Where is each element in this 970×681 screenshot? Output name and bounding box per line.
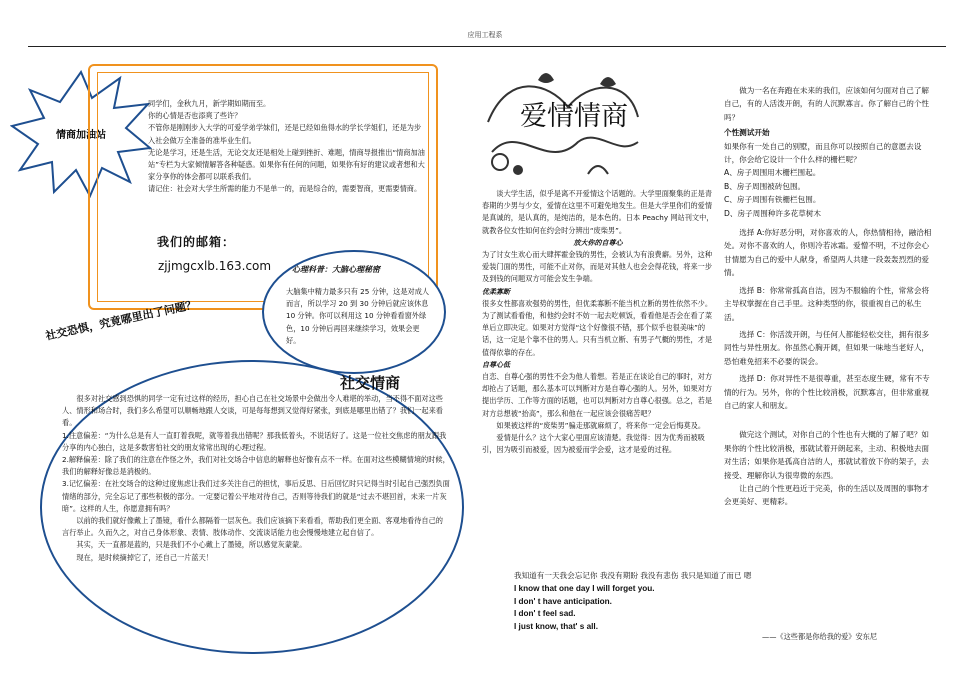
signature: ——《这些都是你给我的爱》安东尼 <box>762 632 878 641</box>
social-question-heading: 社交恐惧，究竟哪里出了问题？ <box>44 297 198 343</box>
test-option: C、房子周围有铁栅栏包围。 <box>724 195 821 205</box>
love-intro: 谈大学生活，似乎是离不开爱情这个话题的。大学里面聚集的正是青春期的少男与少女，爱情在这里不可避免地发生。但是大学里你们的爱情是真诚的，是认真的，是纯洁的，是本色的。日本 Peachy 网站刊文中，就教各位女性如何在约会时分辨出“废柴男”。 <box>482 189 714 235</box>
test-option: D、房子周围种许多花草树木 <box>724 208 821 218</box>
psych-title: 心理科普：大脑心理秘密 <box>292 265 380 274</box>
intro-line: 请记住：社会对大学生所需的能力不是单一的，而是综合的，需要智商，更需要情商。 <box>148 184 422 194</box>
test-option: A、房子周围用木栅栏围起。 <box>724 168 821 178</box>
love-paragraph: 为了讨女生欢心而大肆挥霍金钱的男性，会被认为有浪费癖。另外，这种爱装门面的男性，可能不止对你，而是对其他人也会会得花钱，将来一步及到钱的问题双方可能会发生争端。 <box>482 250 713 284</box>
test-closing: 做完这个测试，对你自己的个性也有大概的了解了吧？如果你的个性比较消极，那就试着开朗起来，主动、积极地去面对生活；如果你是孤高自洁的人，那就试着放下你的架子，去接受、理解你认为很卑微的东西。 <box>724 430 930 480</box>
love-paragraph: 如果被这样的“废柴男”骗走那就麻烦了，将来你一定会后悔莫及。 <box>496 420 706 430</box>
email-link[interactable]: zjjmgcxlb.163.com <box>158 259 272 273</box>
lyric-line: I don' t feel sad. <box>514 609 576 619</box>
test-answer: 选择 D：你对异性不是很尊重，甚至态度生硬，常有不专情的行为。另外，你的个性比较消极，沉默寡言，但非常重视自己的家人和朋友。 <box>724 374 930 410</box>
lyric-line: I just know, that' s all. <box>514 622 598 632</box>
test-answer: 选择 C：你活泼开朗，与任何人都能轻松交往，拥有很多同性与异性朋友。你虽然心胸开阔，但如果一味地当老好人，恐怕难免招来不必要的误会。 <box>724 329 930 366</box>
social-paragraph: 其实，天一直都是蓝的，只是我们不小心戴上了墨镜，所以感觉灰蒙蒙。 <box>76 540 307 550</box>
intro-line: 无论是学习，还是生活，无论交友还是相处上碰到挫折、难题，情商导报推出“情商加油站”专栏为大家倾情解答各种疑惑。如果你有任何的问题，如果你有好的建议或者想和大家分享你的体会都可以联系我们。 <box>148 147 425 182</box>
intro-line: 你的心情是否也添爽了些许？ <box>148 111 242 121</box>
social-paragraph: 3.记忆偏差：在社交场合的这种过度焦虑让我们过多关注自己的担忧，事后反思、日后回忆时只记得当时引起自己强烈负面情绪的部分，完全忘记了那些积极的部分。一定要记着公平地对待自己，否则等待我们的就是“过去不堪回首，未来一片灰暗”。这样的人生，你愿意拥有吗？ <box>62 479 450 513</box>
love-article <box>482 188 714 456</box>
song-lyrics <box>514 570 774 634</box>
test-closing: 让自己的个性更趋近于完美，你的生活以及周围的事物才会更美好、更精彩。 <box>724 483 930 507</box>
psych-text: 大脑集中精力最多只有 25 分钟，这是对成人而言，所以学习 20 到 30 分钟后就应该休息 10 分钟。你可以利用这 10 分钟看看窗外绿色，10 分钟后再回来继续学习，效果会更好。 <box>286 287 430 345</box>
lyric-line: I know that one day I will forget you. <box>514 583 655 593</box>
right-intro: 做为一名在奔跑在未来的我们，应该如何匀面对自己了解自己，有的人活泼开朗，有的人沉默寡言。你了解自己的个性吗？ <box>724 86 930 122</box>
intro-text <box>148 98 428 196</box>
social-paragraph: 很多对社交感到恐惧的同学一定有过这样的经历，担心自己在社交场景中会做出令人难堪的举动，当不得不面对这些人、情形和场合时，我们多么希望可以顺畅地跟人交谈，可是每每想到又觉得好紧张，到底是哪里出错了？我们一起来看看。 <box>62 394 443 428</box>
social-paragraph: 2.解释偏差：除了我们的注意在作怪之外，我们对社交场合中信息的解释也好像有点不一样。在面对这些模糊情境的时候，我们的解释好像总是消极的。 <box>62 455 450 477</box>
social-paragraph: 现在，是时候摘掉它了，还自己一片蓝天！ <box>76 552 213 562</box>
header-divider <box>28 46 946 47</box>
burst-label: 情商加油站 <box>56 130 106 141</box>
page-header: 应用工程系 <box>467 31 503 39</box>
love-subheading: 自尊心低 <box>482 360 510 369</box>
love-paragraph: 爱情是什么？这个大家心里面应该清楚。我觉得：因为优秀而被吸引，因为吸引而被爱，因为被爱而学会爱，这才是爱的过程。 <box>482 433 705 455</box>
intro-line: 同学们，金秋九月，新学期如期而至。 <box>148 99 271 108</box>
love-paragraph: 很多女性都喜欢强势的男性，但优柔寡断不能当机立断的男性依然不少。为了测试看看他，和他约会时不妨一起去吃顿饭，看看他是否会在看了菜单后立即决定。如果对方觉得“这个好像很不错，那个似乎也很美味”的话，这一定是个靠不住的男人。只有当机立断、有男子气概的男性，才是值得依靠的存在。 <box>482 298 713 357</box>
personality-test <box>724 84 934 509</box>
test-answer: 选择 A:你好恶分明，对你喜欢的人，你热情相待，融洽相处。对你不喜欢的人，你则冷若冰霜。爱憎不明，不过你会心甘情愿为自己的爱中人献身，希望两人共建一段轰轰烈烈的爱情。 <box>724 228 932 278</box>
social-title: 社交情商 <box>340 374 401 392</box>
test-question: 如果你有一处自己的别墅，而且你可以按照自己的意愿去设计，你会给它设计一个什么样的栅栏呢？ <box>724 141 922 165</box>
social-paragraph: 以前的我们就好像戴上了墨镜，看什么都隔着一层灰色。我们应该摘下来看看，帮助我们更全面、客观地看待自己的言行举止。久而久之，对自己身体形象、表情、肢体动作、交流谈话能力也会慢慢地建立起自信了。 <box>62 516 443 538</box>
love-subheading: 放大你的自尊心 <box>573 238 623 247</box>
social-paragraph: 1.注意偏差：“为什么总是有人一直盯着我呢，就等着我出错呢？那我低着头，不说话好了。这是一位社交焦虑的朋友跟我分享的内心独白，这是多数害怕社交的朋友常常出现的心理过程。 <box>62 430 447 452</box>
email-title: 我们的邮箱： <box>157 235 236 249</box>
love-subheading: 优柔寡断 <box>482 287 510 296</box>
lyric-line: 我知道有一天我会忘记你 我没有期盼 我没有悲伤 我只是知道了而已 嗯 <box>514 571 752 580</box>
love-paragraph: 自恋、自尊心强的男性不会为他人着想。若是正在谈论自己的事时，对方却抢占了话题，那么基本可以判断对方是自尊心强的人。另外，如果对方提出学历、工作等方面的话题，也可以判断对方自尊心很强。总之，若是对方总想被“抬高”，那么和他在一起应该会很痛苦吧？ <box>482 372 713 418</box>
love-title: 爱情情商 <box>520 101 628 132</box>
social-text <box>62 393 450 564</box>
test-option: B、房子周围被砖包围。 <box>724 181 806 191</box>
test-title: 个性测试开始 <box>724 128 770 138</box>
intro-line: 不管你是刚刚步入大学的可爱学弟学妹们，还是已经如鱼得水的学长学姐们，还是为步入社会做万全准备的准毕业生们。 <box>148 123 422 145</box>
lyric-line: I don' t have anticipation. <box>514 596 612 606</box>
test-answer: 选择 B：你常常孤高自洁，因为不服输的个性，常常会将主导权掌握在自己手里。这种类型的你，很重视自己的私生活。 <box>724 285 930 322</box>
